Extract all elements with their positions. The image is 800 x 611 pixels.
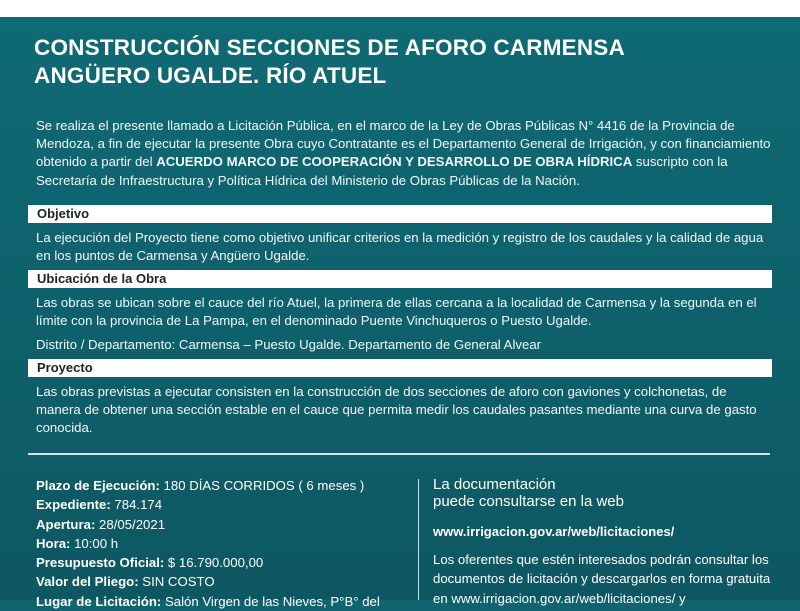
intro-paragraph	[36, 117, 776, 190]
section-divider	[28, 453, 770, 455]
intro-bold-agreement: ACUERDO MARCO DE COOPERACIÓN Y DESARROLLO DE OBRA HÍDRICA	[156, 154, 633, 170]
section-heading-ubicacion: Ubicación de la Obra	[28, 270, 772, 288]
detail-value: 10:00 h	[70, 535, 119, 551]
docs-heading-1: La documentación	[433, 476, 556, 493]
section-text-distrito: Distrito / Departamento: Carmensa – Puesto Ugalde. Departamento de General Alvear	[36, 337, 542, 352]
detail-label: Presupuesto Oficial:	[36, 555, 165, 571]
detail-value: 784.174	[110, 497, 163, 513]
detail-apertura	[36, 515, 406, 534]
detail-value: SIN COSTO	[138, 574, 215, 590]
detail-hora	[36, 534, 406, 553]
docs-info	[433, 476, 783, 608]
detail-expediente	[36, 495, 406, 514]
top-strip	[0, 0, 800, 17]
detail-label: Apertura:	[36, 516, 96, 532]
section-text-proyecto: Las obras previstas a ejecutar consisten en la construcción de dos secciones de aforo con gaviones y colchonetas, de manera de obtener una sección estable en el cauce que permita medir los caudales pasantes mediante una curva de gasto conocida.	[36, 384, 757, 436]
detail-value: $ 16.790.000,00	[164, 555, 264, 571]
docs-website-link[interactable]: www.irrigacion.gov.ar/web/licitaciones/	[433, 524, 675, 539]
detail-label: Plazo de Ejecución:	[36, 478, 160, 493]
detail-label: Hora:	[36, 535, 71, 551]
detail-label: Valor del Pliego:	[36, 574, 139, 590]
docs-paragraph: Los oferentes que estén interesados podrán consultar los documentos de licitación y descargarlos en forma gratuita en www.irrigacion.gov.ar/web/licitaciones/ y	[433, 552, 771, 606]
detail-plazo	[36, 476, 406, 495]
section-text-ubicacion: Las obras se ubican sobre el cauce del río Atuel, la primera de ellas cercana a la localidad de Carmensa y la segunda en el límite con la provincia de La Pampa, en el denominado Puente Vinchuqueros o Puesto Ugalde.	[36, 295, 757, 329]
title-line-1: CONSTRUCCIÓN SECCIONES DE AFORO CARMENSA	[34, 35, 625, 60]
detail-value: 180 DÍAS CORRIDOS ( 6 meses )	[159, 478, 365, 493]
intro-text-2: suscripto con la Secretaría de Infraestructura y Política Hídrica del Ministerio de Obras Públicas de la Nación.	[36, 154, 728, 188]
detail-lugar	[36, 592, 406, 611]
docs-heading-2: puede consultarse en la web	[433, 493, 624, 510]
detail-value: Salón Virgen de las Nieves, P°B° del	[161, 593, 380, 609]
column-divider	[418, 479, 419, 600]
section-text-objetivo: La ejecución del Proyecto tiene como objetivo unificar criterios en la medición y registro de los caudales y la calidad de agua en los puntos de Carmensa y Angüero Ugalde.	[36, 230, 764, 264]
detail-presupuesto	[36, 553, 406, 572]
details-list	[36, 476, 406, 611]
page-title	[34, 34, 774, 90]
section-heading-proyecto: Proyecto	[28, 359, 772, 377]
title-line-2: ANGÜERO UGALDE. RÍO ATUEL	[34, 63, 387, 88]
detail-label: Lugar de Licitación:	[36, 593, 162, 609]
detail-value: 28/05/2021	[95, 516, 166, 532]
section-heading-objetivo: Objetivo	[28, 205, 772, 223]
intro-text-1: Se realiza el presente llamado a Licitación Pública, en el marco de la Ley de Obras Públicas N° 4416 de la Provincia de Mendoza, a fin de ejecutar la presente Obra cuyo Contratante es el Departamento General de Irrigación, y con financiamiento obtenido a partir del	[36, 118, 771, 170]
detail-label: Expediente:	[36, 497, 111, 513]
detail-valor-pliego	[36, 572, 406, 591]
